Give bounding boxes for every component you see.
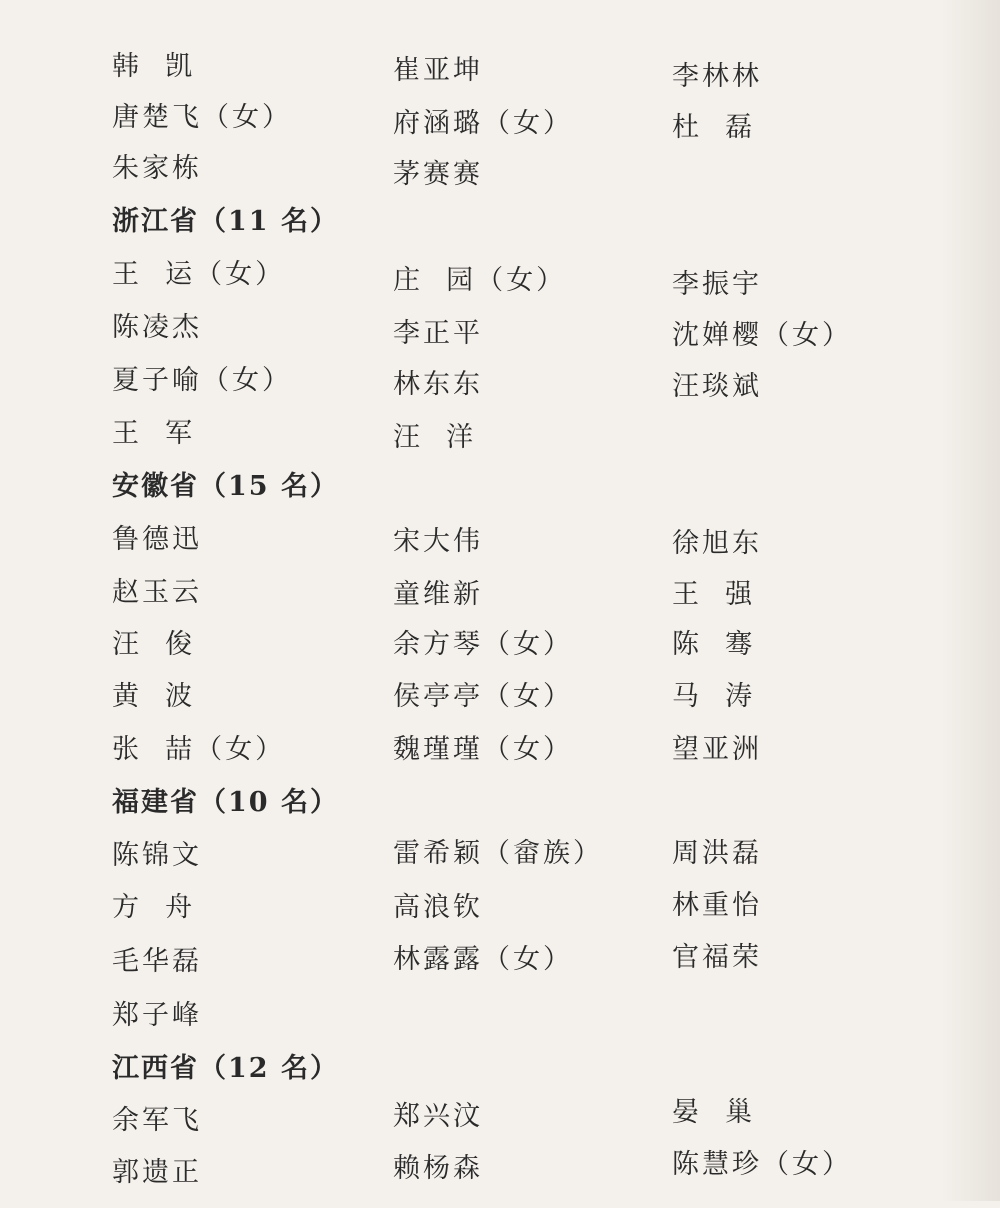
name-cell: 郭遗正	[112, 1157, 202, 1188]
name-cell: 韩 凯	[112, 51, 196, 82]
name-cell: 唐楚飞（女）	[112, 102, 292, 133]
name-cell: 王 军	[112, 418, 196, 449]
name-cell: 雷希颖（畲族）	[393, 838, 603, 869]
name-row	[0, 364, 1000, 416]
name-cell: 徐旭东	[672, 528, 762, 559]
name-cell: 李正平	[393, 318, 483, 349]
page-fold-shadow	[940, 0, 1000, 1201]
name-cell: 李林林	[672, 61, 762, 92]
name-row	[0, 311, 1000, 363]
name-cell: 林露露（女）	[393, 944, 573, 975]
name-row	[0, 942, 1000, 997]
name-row	[0, 101, 1000, 153]
name-cell: 官福荣	[672, 942, 762, 973]
name-cell: 汪 俊	[112, 629, 196, 660]
name-cell: 林东东	[393, 369, 483, 400]
section-heading-zhejiang: 浙江省（11 名）	[112, 206, 339, 237]
name-row	[0, 891, 1000, 943]
name-cell: 望亚洲	[672, 734, 762, 765]
name-cell: 郑子峰	[112, 1000, 202, 1031]
name-cell: 陈 骞	[672, 629, 756, 660]
name-row	[0, 152, 1000, 204]
section-heading-jiangxi: 江西省（12 名）	[112, 1053, 339, 1084]
name-cell: 余方琴（女）	[393, 629, 573, 660]
name-cell: 夏子喻（女）	[112, 365, 292, 396]
name-row	[0, 628, 1000, 680]
name-cell: 崔亚坤	[393, 55, 483, 86]
name-cell: 高浪钦	[393, 892, 483, 923]
name-row	[0, 680, 1000, 732]
name-cell: 茅赛赛	[393, 159, 483, 190]
name-cell: 府涵璐（女）	[393, 108, 573, 139]
name-row	[0, 1149, 1000, 1208]
name-cell: 汪琰斌	[672, 371, 762, 402]
name-cell: 赖杨森	[393, 1153, 483, 1184]
name-cell: 沈婵樱（女）	[672, 320, 852, 351]
name-cell: 王 强	[672, 579, 756, 610]
name-cell: 鲁德迅	[112, 524, 202, 555]
name-cell: 黄 波	[112, 681, 196, 712]
name-cell: 周洪磊	[672, 838, 762, 869]
name-cell: 朱家栋	[112, 153, 202, 184]
name-cell: 林重怡	[672, 890, 762, 921]
name-cell: 陈凌杰	[112, 312, 202, 343]
name-row	[0, 50, 1000, 102]
name-cell: 童维新	[393, 579, 483, 610]
name-cell: 魏瑾瑾（女）	[393, 734, 573, 765]
name-cell: 陈锦文	[112, 840, 202, 871]
name-cell: 方 舟	[112, 892, 196, 923]
section-heading-anhui: 安徽省（15 名）	[112, 471, 339, 502]
name-row	[0, 839, 1000, 891]
section-heading-fujian: 福建省（10 名）	[112, 787, 339, 818]
name-row	[0, 417, 1000, 469]
name-cell: 余军飞	[112, 1105, 202, 1136]
name-cell: 陈慧珍（女）	[672, 1149, 852, 1180]
name-cell: 宋大伟	[393, 526, 483, 557]
name-cell: 王 运（女）	[112, 259, 286, 290]
name-cell: 李振宇	[672, 269, 762, 300]
name-cell: 毛华磊	[112, 946, 202, 977]
name-cell: 郑兴汶	[393, 1101, 483, 1132]
name-cell: 杜 磊	[672, 112, 756, 143]
name-row	[0, 523, 1000, 575]
name-row	[0, 258, 1000, 310]
name-cell: 庄 园（女）	[393, 265, 567, 296]
name-cell: 赵玉云	[112, 577, 202, 608]
name-cell: 张 喆（女）	[112, 734, 286, 765]
name-cell: 晏 巢	[672, 1097, 756, 1128]
name-cell: 侯亭亭（女）	[393, 681, 573, 712]
name-cell: 马 涛	[672, 681, 756, 712]
name-row	[0, 576, 1000, 628]
name-row	[0, 733, 1000, 785]
name-row	[0, 999, 1000, 1051]
name-cell: 汪 洋	[393, 422, 477, 453]
